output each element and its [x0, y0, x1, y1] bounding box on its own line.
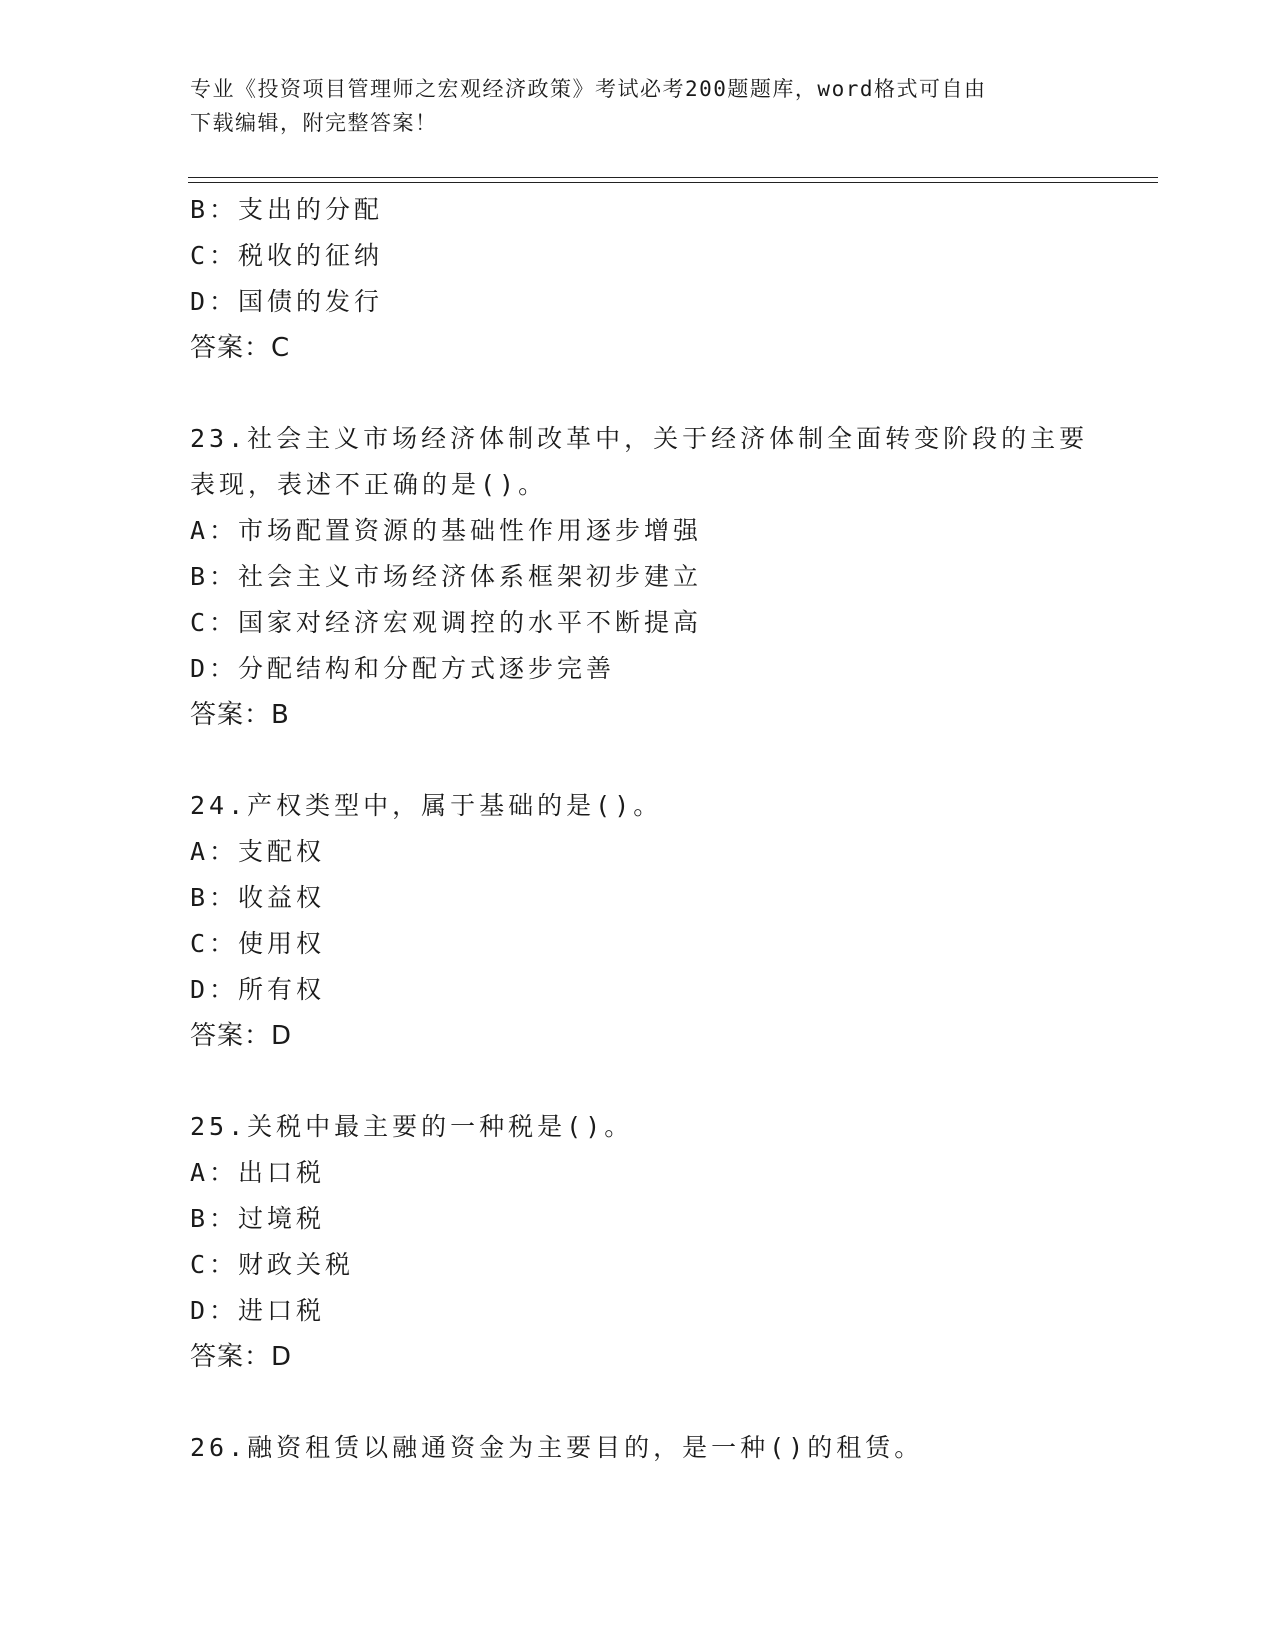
answer: 答案：D [190, 1021, 293, 1051]
question-stem: 25.关税中最主要的一种税是()。 [190, 1112, 634, 1141]
option-d: D：进口税 [190, 1296, 326, 1325]
option-b: B：支出的分配 [190, 195, 384, 224]
document-header [190, 72, 1090, 140]
option-b: B：社会主义市场经济体系框架初步建立 [190, 562, 703, 591]
header-line-1: 专业《投资项目管理师之宏观经济政策》考试必考200题题库，word格式可自由 [190, 77, 987, 101]
option-a: A：支配权 [190, 837, 326, 866]
question-22-tail [190, 187, 1130, 371]
question-25 [190, 1104, 1130, 1380]
option-c: C：使用权 [190, 929, 326, 958]
question-stem-line-1: 23.社会主义市场经济体制改革中，关于经济体制全面转变阶段的主要 [190, 424, 1089, 453]
answer: 答案：B [190, 700, 290, 730]
header-divider-top [188, 177, 1158, 178]
question-list [190, 187, 1130, 1471]
answer: 答案：C [190, 333, 291, 363]
question-stem-line-2: 表现，表述不正确的是()。 [190, 470, 548, 499]
question-23 [190, 416, 1130, 738]
option-d: D：国债的发行 [190, 287, 384, 316]
option-d: D：分配结构和分配方式逐步完善 [190, 654, 616, 683]
question-stem: 24.产权类型中，属于基础的是()。 [190, 791, 663, 820]
option-a: A：出口税 [190, 1158, 326, 1187]
header-divider-bottom [188, 182, 1158, 183]
option-d: D：所有权 [190, 975, 326, 1004]
option-a: A：市场配置资源的基础性作用逐步增强 [190, 516, 703, 545]
question-26 [190, 1425, 1130, 1471]
option-c: C：税收的征纳 [190, 241, 384, 270]
header-line-2: 下载编辑，附完整答案！ [190, 111, 438, 135]
option-b: B：收益权 [190, 883, 326, 912]
option-b: B：过境税 [190, 1204, 326, 1233]
answer: 答案：D [190, 1342, 293, 1372]
question-stem: 26.融资租赁以融通资金为主要目的，是一种()的租赁。 [190, 1433, 924, 1462]
option-c: C：国家对经济宏观调控的水平不断提高 [190, 608, 703, 637]
question-24 [190, 783, 1130, 1059]
option-c: C：财政关税 [190, 1250, 355, 1279]
